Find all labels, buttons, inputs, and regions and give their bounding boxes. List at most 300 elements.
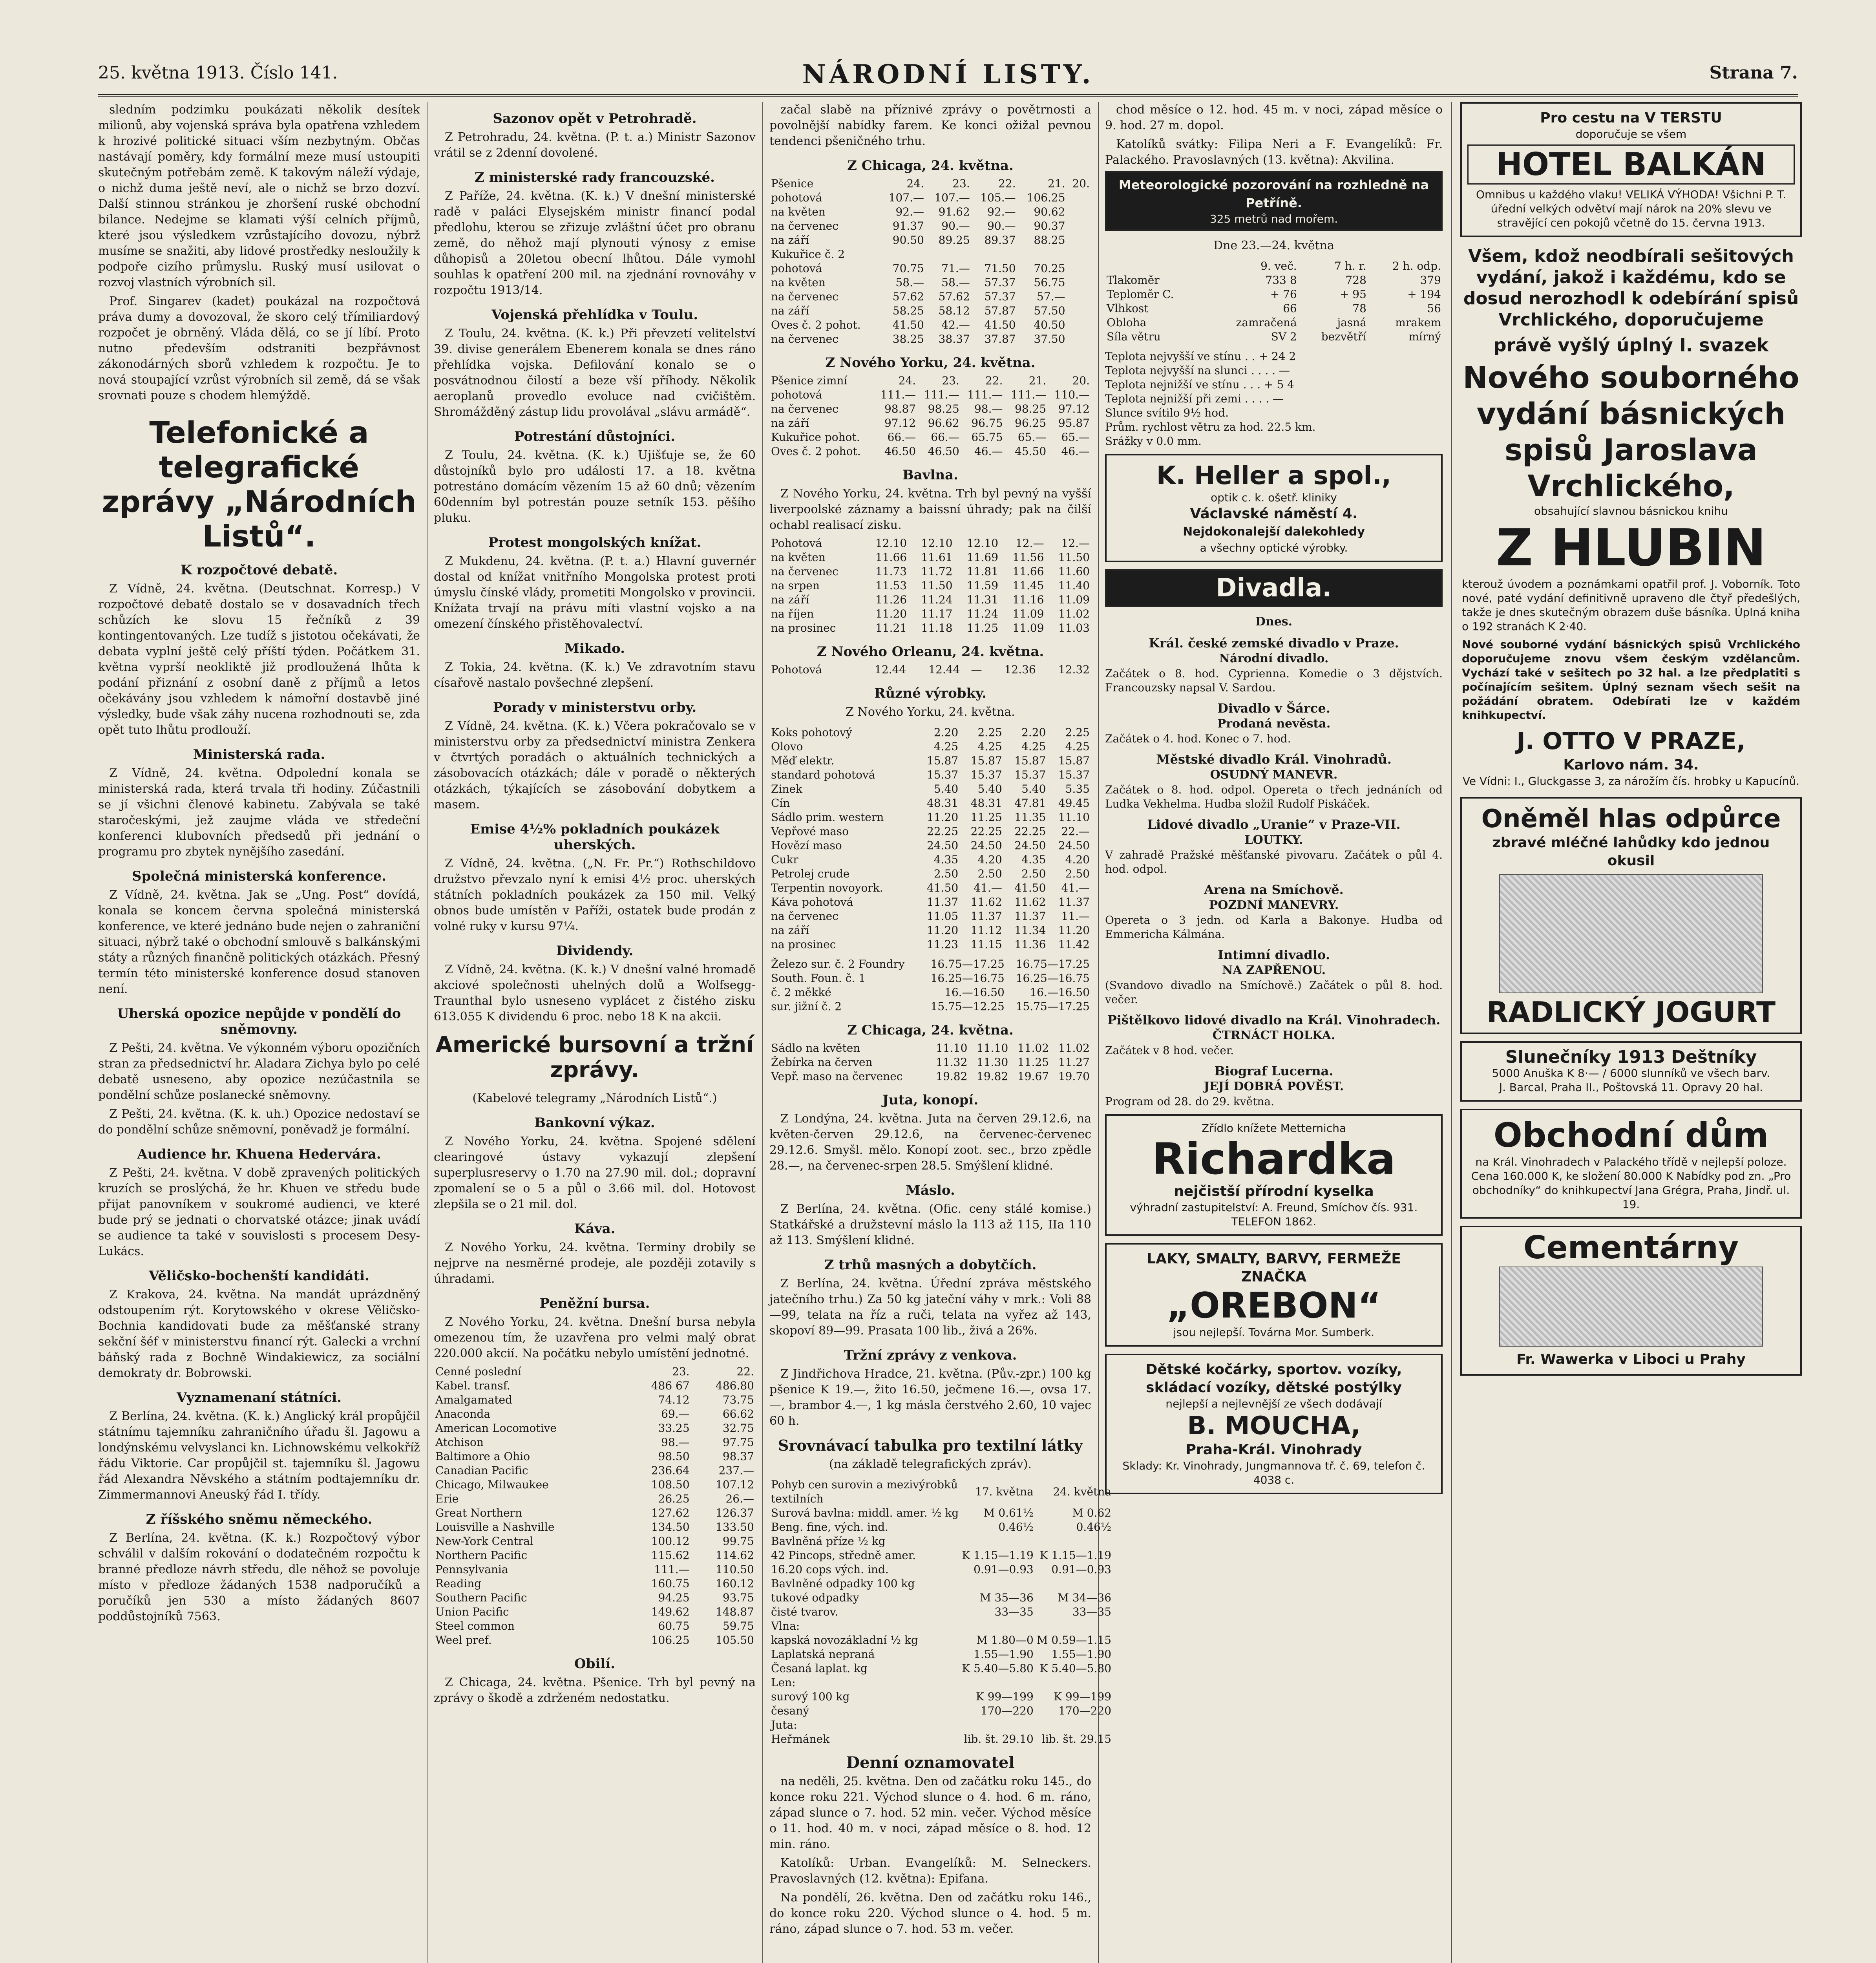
table-cell: Pohotová bbox=[771, 663, 822, 676]
table-cell: 16.—16.50 bbox=[944, 986, 1005, 999]
masthead bbox=[98, 59, 1798, 97]
table-cell: 96.25 bbox=[1015, 417, 1047, 430]
table-cell: 2.50 bbox=[933, 867, 959, 880]
table-cell: lib. št. 29.10 bbox=[964, 1733, 1034, 1745]
newspaper-title: NÁRODNÍ LISTY. bbox=[802, 59, 1094, 90]
table-cell: na červenec bbox=[771, 290, 838, 303]
table-cell: 73.75 bbox=[722, 1393, 754, 1406]
table-cell: Síla větru bbox=[1107, 330, 1161, 343]
table-cell: 22.25 bbox=[1014, 825, 1046, 838]
table-cell: Northern Pacific bbox=[435, 1549, 528, 1562]
table-cell: 11.10 bbox=[977, 1042, 1008, 1055]
divadla-heading: Divadla. bbox=[1216, 574, 1332, 603]
theatre-details: Opereta o 3 jedn. od Karla a Bakonye. Hudba od Emmericha Kálmána. bbox=[1105, 914, 1443, 941]
table-row bbox=[769, 1661, 1113, 1676]
table-cell: 2.25 bbox=[977, 726, 1002, 739]
table-header-row bbox=[769, 177, 1091, 191]
textile-rows bbox=[769, 1506, 1113, 1746]
table-cell: Petrolej crude bbox=[771, 867, 850, 880]
theatre-name: Král. české zemské divadlo v Praze. bbox=[1149, 636, 1399, 651]
table-cell: M 34—36 bbox=[1058, 1591, 1112, 1604]
ad-yogurt-line: Oněměl hlas odpůrce bbox=[1481, 804, 1781, 833]
table-cell: 11.— bbox=[1061, 910, 1090, 923]
table-cell: 16.75—17.25 bbox=[930, 958, 1005, 971]
column-1 bbox=[98, 102, 420, 1963]
table-cell: 22.— bbox=[1061, 825, 1090, 838]
table-cell: 11.26 bbox=[875, 593, 907, 606]
table-cell: 78 bbox=[1352, 302, 1366, 315]
table-cell bbox=[960, 1577, 1035, 1591]
theatre-details: V zahradě Pražské měšťanské pivovaru. Začátek o půl 4. hod. odpol. bbox=[1105, 848, 1443, 875]
table-cell: Hovězí maso bbox=[771, 839, 842, 852]
table-header bbox=[1105, 259, 1206, 273]
ad-vrchlicky-book: Z HLUBIN bbox=[1496, 518, 1766, 578]
table-cell: 107.— bbox=[888, 191, 924, 204]
table-cell: Beng. fine, vých. ind. bbox=[771, 1521, 888, 1533]
table-row bbox=[434, 1591, 756, 1605]
table-cell: Tlakoměr bbox=[1107, 274, 1160, 287]
column-rule bbox=[762, 102, 763, 1963]
table-row bbox=[1105, 316, 1443, 330]
table-cell: Oves č. 2 pohot. bbox=[771, 445, 861, 458]
theatre-details: Začátek o 4. hod. Konec o 7. hod. bbox=[1105, 732, 1291, 745]
article-heading: Vyznamenaní státníci. bbox=[176, 1390, 342, 1406]
table-cell: 2.20 bbox=[1021, 726, 1046, 739]
table-cell: 92.— bbox=[987, 205, 1016, 218]
table-cell: na září bbox=[771, 924, 809, 937]
article-heading: Vojenská přehlídka v Toulu. bbox=[491, 307, 698, 323]
article-text: Katolíků svátky: Filipa Neri a F. Evangelíků: Fr. Palackého. Pravoslavných (13. května): Akvilina. bbox=[1105, 137, 1443, 167]
table-row bbox=[434, 1421, 756, 1435]
table-cell: na prosinec bbox=[771, 938, 836, 951]
table-cell: 24. bbox=[898, 374, 916, 387]
article-text: Z Vídně, 24. května. („N. Fr. Pr.“) Rothschildovo družstvo převzalo nyní k emisi 4½ proc. uherských státních pokladních poukázek za 150 mil. Velký obnos bude umístěn v Paříži, ostatek bude prodán z volné ruky v kursu 97¼. bbox=[434, 857, 756, 933]
theatre-name: Městské divadlo Král. Vinohradů. bbox=[1156, 752, 1392, 767]
table-cell: Cukr bbox=[771, 853, 798, 866]
table-cell: 107.12 bbox=[716, 1478, 754, 1491]
table-cell: Kabel. transf. bbox=[435, 1379, 510, 1392]
stock-table bbox=[434, 1365, 756, 1647]
table-cell: 90.— bbox=[941, 219, 970, 232]
table-cell: 11.61 bbox=[921, 551, 953, 564]
table-cell: 70.75 bbox=[892, 262, 924, 275]
table-cell: 11.42 bbox=[1058, 938, 1090, 951]
table-cell: 24.50 bbox=[1058, 839, 1090, 852]
article-text: Prof. Singarev (kadet) poukázal na rozpočtová práva dumy a dovozoval, že skoro celý třímiliardový rozpočet je obrněný. Vláda dělá, co se jí líbí. Proto nutno především odstraniti bezpřávnost zákonodárných sborů vzhledem k rozpočtu. Je to nová stoupající vzrůst výrobních sil země, dá se však srovnati pouze s chodem hlemýždě. bbox=[98, 294, 420, 402]
table-cell: 2.50 bbox=[1021, 867, 1046, 880]
table-row bbox=[434, 1534, 756, 1548]
ad-hotel-balkan bbox=[1460, 102, 1802, 237]
table-cell: 93.75 bbox=[722, 1591, 754, 1604]
table-cell: 0.91—0.93 bbox=[1051, 1563, 1112, 1576]
table-header: 24. května bbox=[1053, 1485, 1112, 1498]
table-cell: pohotová bbox=[771, 388, 822, 401]
table-cell: 90.62 bbox=[1034, 205, 1065, 218]
table-cell: 11.81 bbox=[966, 565, 999, 578]
ad-yogurt bbox=[1460, 797, 1802, 1034]
list-item: Teplota nejvyšší na slunci . . . . — bbox=[1105, 364, 1290, 377]
table-cell: 22.25 bbox=[927, 825, 959, 838]
ad-yogurt-name: RADLICKÝ JOGURT bbox=[1486, 996, 1776, 1029]
table-cell: 22.25 bbox=[970, 825, 1002, 838]
article-heading: Potrestání důstojníci. bbox=[514, 429, 676, 444]
table-cell: 11.32 bbox=[936, 1056, 968, 1069]
table-row bbox=[769, 205, 1091, 219]
table-cell: 160.12 bbox=[716, 1577, 754, 1590]
table-cell: K 5.40—5.80 bbox=[962, 1662, 1034, 1675]
table-cell: 134.50 bbox=[651, 1521, 690, 1533]
table-cell: 111.— bbox=[880, 388, 916, 401]
table-cell: 46.— bbox=[1061, 445, 1090, 458]
table-cell: na prosinec bbox=[771, 621, 836, 634]
table-cell: 2.50 bbox=[1065, 867, 1090, 880]
divadla-heading-box bbox=[1105, 569, 1443, 607]
table-cell: 11.25 bbox=[970, 811, 1002, 824]
table-cell: 12.44 bbox=[875, 663, 906, 676]
article-text: Z Londýna, 24. května. Juta na červen 29.12.6, na květen-červen 29.12.6, na červenec-červenec 29.12.6. Smyšl. mělo. Konopí zoot. sec., brzo zpědle 28.—, na červenec-srpen 28.5. Smýšlení klidné. bbox=[769, 1112, 1091, 1173]
table-cell: 733 8 bbox=[1265, 274, 1297, 287]
table-cell: 11.20 bbox=[1058, 924, 1090, 937]
table-cell: na květen bbox=[771, 205, 826, 218]
table-cell: 65.— bbox=[1017, 431, 1047, 444]
table-header-row bbox=[434, 1365, 756, 1379]
table-cell: čisté tvarov. bbox=[771, 1605, 838, 1618]
page-number: Strana 7. bbox=[1709, 63, 1798, 83]
table-cell: 11.25 bbox=[966, 621, 999, 634]
ad-cementarny bbox=[1460, 1226, 1802, 1376]
table-header: 22. bbox=[998, 177, 1016, 190]
table-cell: 2.50 bbox=[977, 867, 1002, 880]
ad-moucha-line: Dětské kočárky, sportov. vozíky, skládací vozíky, dětské postýlky bbox=[1145, 1362, 1402, 1396]
table-cell: Terpentin novoyork. bbox=[771, 881, 883, 894]
table-row bbox=[769, 430, 1091, 444]
table-header: Cenné poslední bbox=[435, 1365, 522, 1378]
meteo-rows bbox=[1105, 273, 1443, 344]
table-cell: 26.— bbox=[725, 1492, 754, 1505]
table-cell: 11.09 bbox=[1012, 607, 1044, 620]
table-row bbox=[434, 1605, 756, 1619]
section-heading: Americké bursovní a tržní zprávy. bbox=[435, 1032, 754, 1083]
table-cell: 11.10 bbox=[1058, 811, 1090, 824]
table-cell: 11.37 bbox=[970, 910, 1002, 923]
theatre-item bbox=[1105, 947, 1443, 1007]
ad-richardka-tel: TELEFON 1862. bbox=[1231, 1215, 1317, 1228]
table-cell bbox=[960, 1534, 1035, 1548]
table-cell: 41.50 bbox=[1014, 881, 1046, 894]
grain-rows bbox=[769, 374, 1091, 459]
table-cell: Kukuřice č. 2 bbox=[771, 248, 845, 261]
table-cell: Atchison bbox=[435, 1436, 484, 1449]
table-cell: Pohotová bbox=[771, 537, 822, 550]
ad-vrchlicky-title: Nového souborného vydání básnických spisů Jaroslava Vrchlického, bbox=[1463, 360, 1799, 503]
table-cell: lib. št. 29.15 bbox=[1041, 1733, 1112, 1745]
ad-heller-line: a všechny optické výrobky. bbox=[1200, 541, 1348, 554]
ad-balkan-line: doporučuje se všem bbox=[1575, 128, 1687, 141]
table-cell: 23. bbox=[942, 374, 959, 387]
table-row bbox=[434, 1393, 756, 1407]
article-text: Z Toulu, 24. května. (K. k.) Při převzetí velitelství 39. divise generálem Ebenerem konala se dnes ráno přehlídka vojska. Defilování konalo se o posvátnodnou čilostí a beze vší příhody. Několik aeroplanů provedlo evoluce nad cvičištěm. Shromážděný zástup lidu provolával „slávu armádě“. bbox=[434, 327, 756, 419]
ad-orebon-name: „OREBON“ bbox=[1166, 1285, 1381, 1326]
table-cell: 32.75 bbox=[722, 1422, 754, 1435]
table-cell bbox=[960, 1619, 1035, 1633]
table-cell: 11.62 bbox=[1014, 896, 1046, 908]
theatre-name: Pištělkovo lidové divadlo na Král. Vinohradech. bbox=[1107, 1013, 1441, 1027]
table-cell bbox=[960, 1676, 1035, 1690]
table-cell: 15.87 bbox=[970, 754, 1002, 767]
table-row bbox=[769, 957, 1091, 971]
table-cell: Laplatská nepraná bbox=[771, 1648, 875, 1661]
chicago-rows bbox=[769, 1041, 1091, 1084]
article-heading: Káva. bbox=[574, 1221, 616, 1237]
ad-obchodni-line: na Král. Vinohradech v Palackého třídě v nejlepší poloze. Cena 160.000 K, ke složení 80.000 K Nabídky pod zn. „Pro obchodníky“ do knihkupectví Jana Grégra, Praha, Jindř. ul. 19. bbox=[1471, 1155, 1791, 1211]
meteo-notes bbox=[1105, 349, 1443, 448]
table-cell: 4.35 bbox=[933, 853, 959, 866]
table-cell: 42 Pincops, středně amer. bbox=[771, 1549, 916, 1562]
table-cell: 96.62 bbox=[928, 417, 959, 430]
table-cell: Česaná laplat. kg bbox=[771, 1662, 868, 1675]
table-cell: 22. bbox=[985, 374, 1003, 387]
table-cell: Pennsylvania bbox=[435, 1563, 508, 1576]
table-cell: 15.37 bbox=[927, 768, 959, 781]
table-cell: zamračená bbox=[1236, 316, 1297, 329]
table-cell: 98.37 bbox=[722, 1450, 754, 1463]
theatre-name: Lidové divadlo „Uranie“ v Praze-VII. bbox=[1147, 817, 1401, 832]
article-text: Z Jindřichova Hradce, 21. května. (Pův.-zpr.) 100 kg pšenice K 19.—, žito 16.50, ječmene 16.—, ovsa 17.—, brambor 4.—, 1 kg másla čerstvého 2.60, 10 vajec 60 h. bbox=[769, 1367, 1091, 1428]
table-cell: 11.20 bbox=[927, 924, 959, 937]
table-cell: na srpen bbox=[771, 579, 820, 592]
table-cell: Káva pohotová bbox=[771, 896, 853, 908]
table-cell: 46.50 bbox=[928, 445, 959, 458]
table-cell: 4.25 bbox=[1021, 740, 1046, 753]
table-cell: 20. bbox=[1072, 374, 1090, 387]
section-heading: Srovnávací tabulka pro textilní látky bbox=[778, 1437, 1083, 1454]
table-cell: sur. jižní č. 2 bbox=[771, 1000, 842, 1013]
table-row bbox=[769, 191, 1091, 205]
table-row bbox=[769, 1055, 1091, 1069]
section-subheading: (Kabelové telegramy „Národních Listů“.) bbox=[472, 1091, 717, 1105]
table-cell: 11.12 bbox=[970, 924, 1002, 937]
table-cell: Bavlněná příze ½ kg bbox=[771, 1535, 886, 1548]
theatre-listings bbox=[1105, 635, 1443, 1109]
theatre-name: Divadlo v Šárce. bbox=[1217, 701, 1330, 716]
ad-vrchlicky-line: Všem, kdož neodbírali sešitových vydání, jakož i každému, kdo se dosud nerozhodl k odebírání spisů Vrchlického, doporučujeme bbox=[1463, 246, 1799, 330]
article-text: chod měsíce o 12. hod. 45 m. v noci, západ měsíce o 9. hod. 27 m. dopol. bbox=[1105, 103, 1443, 132]
table-header: 22. bbox=[736, 1365, 754, 1378]
table-row bbox=[769, 985, 1091, 1000]
table-cell: 19.82 bbox=[936, 1070, 968, 1083]
ad-richardka-line: výhradní zastupitelství: A. Freund, Smíchov čís. 931. bbox=[1130, 1201, 1418, 1214]
article-heading: Z Nového Yorku, 24. května. bbox=[825, 355, 1036, 371]
table-cell: 24.50 bbox=[970, 839, 1002, 852]
table-cell: 16.25—16.75 bbox=[930, 972, 1005, 985]
table-header-row bbox=[769, 1478, 1113, 1506]
misc-rows bbox=[769, 726, 1091, 952]
table-cell: Chicago, Milwaukee bbox=[435, 1478, 549, 1491]
table-cell: 57.50 bbox=[1034, 304, 1065, 317]
table-row bbox=[434, 1492, 756, 1506]
table-cell: Železo sur. č. 2 Foundry bbox=[771, 958, 905, 971]
table-row bbox=[769, 550, 1091, 565]
article-heading: Obilí. bbox=[574, 1656, 615, 1672]
table-cell: Koks pohotový bbox=[771, 726, 852, 739]
article-text: Z Berlína, 24. května. (K. k.) Anglický král propůjčil státnímu tajemníku zahraničního úřadu šl. Jagowu a londýnskému velvyslanci kn. Lichnowskému velkokříž řádu Viktorie. Car propůjčil st. tajemníku šl. Jagowu řád Alexandra Něvského a státním podtajemníku dr. Zimmermannovi Aneuský řád I. třídy. bbox=[98, 1409, 420, 1502]
table-header: 24. bbox=[906, 177, 924, 190]
table-cell: M 0.61½ bbox=[983, 1506, 1034, 1519]
ad-destniky-line: 5000 Anuška K 8·— / 6000 slunníků ve všech barv. bbox=[1492, 1067, 1770, 1080]
table-cell bbox=[1035, 1718, 1113, 1732]
article-text: začal slabě na příznivé zprávy o povětrnosti a povolnější nabídky farem. Ke konci ožižal pevnou tendenci pšeničného trhu. bbox=[769, 103, 1091, 148]
table-cell: 15.75—17.25 bbox=[1016, 1000, 1090, 1013]
table-cell: 11.09 bbox=[1012, 621, 1044, 634]
section-heading: Telefonické a telegrafické zprávy „Národních Listů“. bbox=[102, 415, 416, 554]
table-cell: Vlhkost bbox=[1107, 302, 1149, 315]
table-cell: Sádlo prim. western bbox=[771, 811, 884, 824]
table-cell: 95.87 bbox=[1058, 417, 1090, 430]
table-row bbox=[769, 1069, 1091, 1084]
table-cell: 4.20 bbox=[977, 853, 1002, 866]
table-cell: 5.40 bbox=[933, 782, 959, 795]
table-cell: 24.50 bbox=[1014, 839, 1046, 852]
table-cell: 107.— bbox=[934, 191, 970, 204]
table-cell: 11.66 bbox=[1012, 565, 1044, 578]
theatre-name: Intimní divadlo. bbox=[1218, 947, 1330, 962]
ad-richardka bbox=[1105, 1114, 1443, 1236]
table-row bbox=[769, 1041, 1091, 1055]
table-cell: 11.45 bbox=[1012, 579, 1044, 592]
ad-heller-address: Václavské náměstí 4. bbox=[1190, 506, 1358, 522]
table-cell: Erie bbox=[435, 1492, 459, 1505]
table-row bbox=[434, 1577, 756, 1591]
article-text: Katolíků: Urban. Evangelíků: M. Selneckers. Pravoslavných (12. května): Epifana. bbox=[769, 1856, 1091, 1886]
table-cell: Oves č. 2 pohot. bbox=[771, 318, 861, 331]
table-cell: na říjen bbox=[771, 607, 814, 620]
table-cell: jasná bbox=[1337, 316, 1366, 329]
table-cell: surový 100 kg bbox=[771, 1690, 850, 1703]
table-cell: 4.20 bbox=[1065, 853, 1090, 866]
table-cell: 11.60 bbox=[1058, 565, 1090, 578]
table-row bbox=[769, 867, 1091, 881]
table-cell: 11.16 bbox=[1012, 593, 1044, 606]
table-cell: Weel pref. bbox=[435, 1634, 492, 1647]
ad-balkan-name: HOTEL BALKÁN bbox=[1467, 144, 1795, 185]
article-text: Z Vídně, 24. května. (K. k.) Včera pokračovalo se v ministerstvu orby za předsednictví ministra Zenkera v čtvrtých poradách o aktuálních technických a zásobovacích otázkách; dále v poradě o některých otázkách, týkajících se zásobování dobytkem a masem. bbox=[434, 719, 756, 812]
table-row bbox=[434, 1633, 756, 1647]
article-text: Z Tokia, 24. května. (K. k.) Ve zdravotním stavu císařově nastalo povšechné zlepšení. bbox=[434, 660, 756, 690]
meteo-subheading: 325 metrů nad mořem. bbox=[1209, 212, 1338, 225]
table-row bbox=[769, 402, 1091, 416]
table-cell: 149.62 bbox=[651, 1605, 690, 1618]
table-row bbox=[769, 938, 1091, 952]
table-row bbox=[1105, 302, 1443, 316]
table-cell: 60.75 bbox=[658, 1619, 690, 1632]
table-cell: 48.31 bbox=[927, 797, 959, 810]
table-cell: 11.18 bbox=[921, 621, 953, 634]
ad-moucha-line: nejlepší a nejlevnější ze všech dodávají bbox=[1165, 1397, 1382, 1410]
table-row bbox=[769, 1690, 1113, 1704]
table-cell bbox=[1035, 1619, 1113, 1633]
table-cell: 70.25 bbox=[1034, 262, 1065, 275]
table-cell: Union Pacific bbox=[435, 1605, 509, 1618]
table-cell: 11.02 bbox=[1017, 1042, 1049, 1055]
ad-balkan-line: Pro cestu na V TERSTU bbox=[1540, 110, 1722, 126]
cement-illustration bbox=[1499, 1267, 1763, 1347]
column-5 bbox=[1460, 102, 1802, 1963]
article-heading: Různé výrobky. bbox=[874, 685, 986, 701]
table-cell: Juta: bbox=[771, 1718, 797, 1731]
table-cell: 111.— bbox=[1010, 388, 1047, 401]
ad-obchodni-name: Obchodní dům bbox=[1493, 1116, 1769, 1155]
table-cell: 89.25 bbox=[938, 234, 970, 247]
table-cell: SV 2 bbox=[1271, 330, 1297, 343]
article-text: Z Vídně, 24. května. (Deutschnat. Korresp.) V rozpočtové debatě dostalo se v dosavadních třech schůzích ke slovu 15 řečníků z 39 kontingentovaných. Lze tudíž s jistotou očekávati, že debata vyplní ještě celý příští týden. Počátkem 31. května vyprší neokliktě již prodloužená lhůta k podání přiznání z osobní daně z příjmů a letos očekávány jsou vzhledem k námořní dostavbě jiné výsledky, bude však záhy nucena rozhodnouti se, zda opět tuto lhůtu prodlouží. bbox=[98, 582, 420, 737]
table-cell: pohotová bbox=[771, 262, 822, 275]
table-row bbox=[769, 247, 1091, 261]
table-cell bbox=[926, 247, 972, 261]
chicago-table bbox=[769, 1041, 1091, 1084]
article-heading: Tržní zprávy z venkova. bbox=[844, 1347, 1017, 1363]
table-cell: 71.— bbox=[941, 262, 970, 275]
table-cell: 15.37 bbox=[970, 768, 1002, 781]
table-cell: na červenec bbox=[771, 333, 838, 345]
article-heading: Sazonov opět v Petrohradě. bbox=[493, 111, 697, 126]
article-subheading: Z Nového Yorku, 24. května. bbox=[846, 705, 1015, 719]
table-row bbox=[769, 782, 1091, 796]
table-row bbox=[769, 536, 1091, 550]
theatre-details: Začátek o 8. hod. Cyprienna. Komedie o 3 dějstvích. Francouzsky napsal V. Sardou. bbox=[1105, 667, 1443, 694]
table-row bbox=[769, 909, 1091, 923]
ad-vrchlicky-address: Karlovo nám. 34. bbox=[1563, 757, 1699, 773]
table-cell: 59.75 bbox=[722, 1619, 754, 1632]
table-cell: 1.55—1.90 bbox=[974, 1648, 1034, 1661]
table-cell: 46.— bbox=[974, 445, 1003, 458]
table-cell: 37.87 bbox=[984, 333, 1016, 345]
article-heading: Protest mongolských knížat. bbox=[488, 535, 701, 550]
article-text: Z Nového Yorku, 24. května. Terminy drobily se nejprve na nesměrné prodeje, ale později zotavily s úhradami. bbox=[434, 1241, 756, 1286]
table-cell: 110.— bbox=[1054, 388, 1090, 401]
table-cell: 41.50 bbox=[927, 881, 959, 894]
theatre-details: (Svandovo divadlo na Smíchově.) Začátek o půl 8. hod. večer. bbox=[1105, 979, 1443, 1006]
table-cell: 11.73 bbox=[875, 565, 907, 578]
ad-heller-line: optik c. k. ošetř. kliniky bbox=[1211, 491, 1337, 504]
table-cell: 126.37 bbox=[716, 1506, 754, 1519]
theatre-name: Arena na Smíchově. bbox=[1204, 882, 1344, 897]
article-text: Z Vídně, 24. května. Jak se „Ung. Post“ dovídá, konala se koncem června společná ministerská konference, ve které jednáno bude nejen o zahraniční situaci, nýbrž také o obchodní smlouvě s balkánskými státy a různých finančně politických otázkách. Přesný termín této ministerské konference dosud stanoven není. bbox=[98, 888, 420, 996]
table-cell: Southern Pacific bbox=[435, 1591, 527, 1604]
table-row bbox=[769, 740, 1091, 754]
table-cell: Vepř. maso na červenec bbox=[771, 1070, 903, 1083]
article-heading: Mikado. bbox=[564, 641, 625, 656]
article-text: Z Pešti, 24. května. (K. k. uh.) Opozice nedostaví se do pondělní schůze sněmovní, poněvadž je formální. bbox=[98, 1107, 420, 1137]
table-cell: 12.10 bbox=[875, 537, 907, 550]
table-cell: 111.— bbox=[654, 1563, 690, 1576]
article-heading: Uherská opozice nepůjde v pondělí do sněmovny. bbox=[117, 1006, 401, 1037]
list-item: Teplota nejvyšší ve stínu . . + 24 2 bbox=[1105, 350, 1296, 363]
table-row bbox=[434, 1548, 756, 1563]
table-cell: 38.37 bbox=[938, 333, 970, 345]
table-row bbox=[769, 1633, 1113, 1647]
table-cell: 110.50 bbox=[716, 1563, 754, 1576]
table-row bbox=[434, 1449, 756, 1464]
ad-richardka-name: Richardka bbox=[1152, 1134, 1396, 1184]
iron-table bbox=[769, 957, 1091, 1014]
table-cell: K 99—199 bbox=[1054, 1690, 1112, 1703]
table-header: Pohyb cen surovin a mezivýrobků textilních bbox=[771, 1478, 958, 1505]
table-cell: Amalgamated bbox=[435, 1393, 513, 1406]
table-cell: 170—220 bbox=[980, 1704, 1034, 1717]
ad-heller bbox=[1105, 454, 1443, 562]
list-item: Prům. rychlost větru za hod. 22.5 km. bbox=[1105, 420, 1316, 433]
table-cell: 66.62 bbox=[722, 1407, 754, 1420]
